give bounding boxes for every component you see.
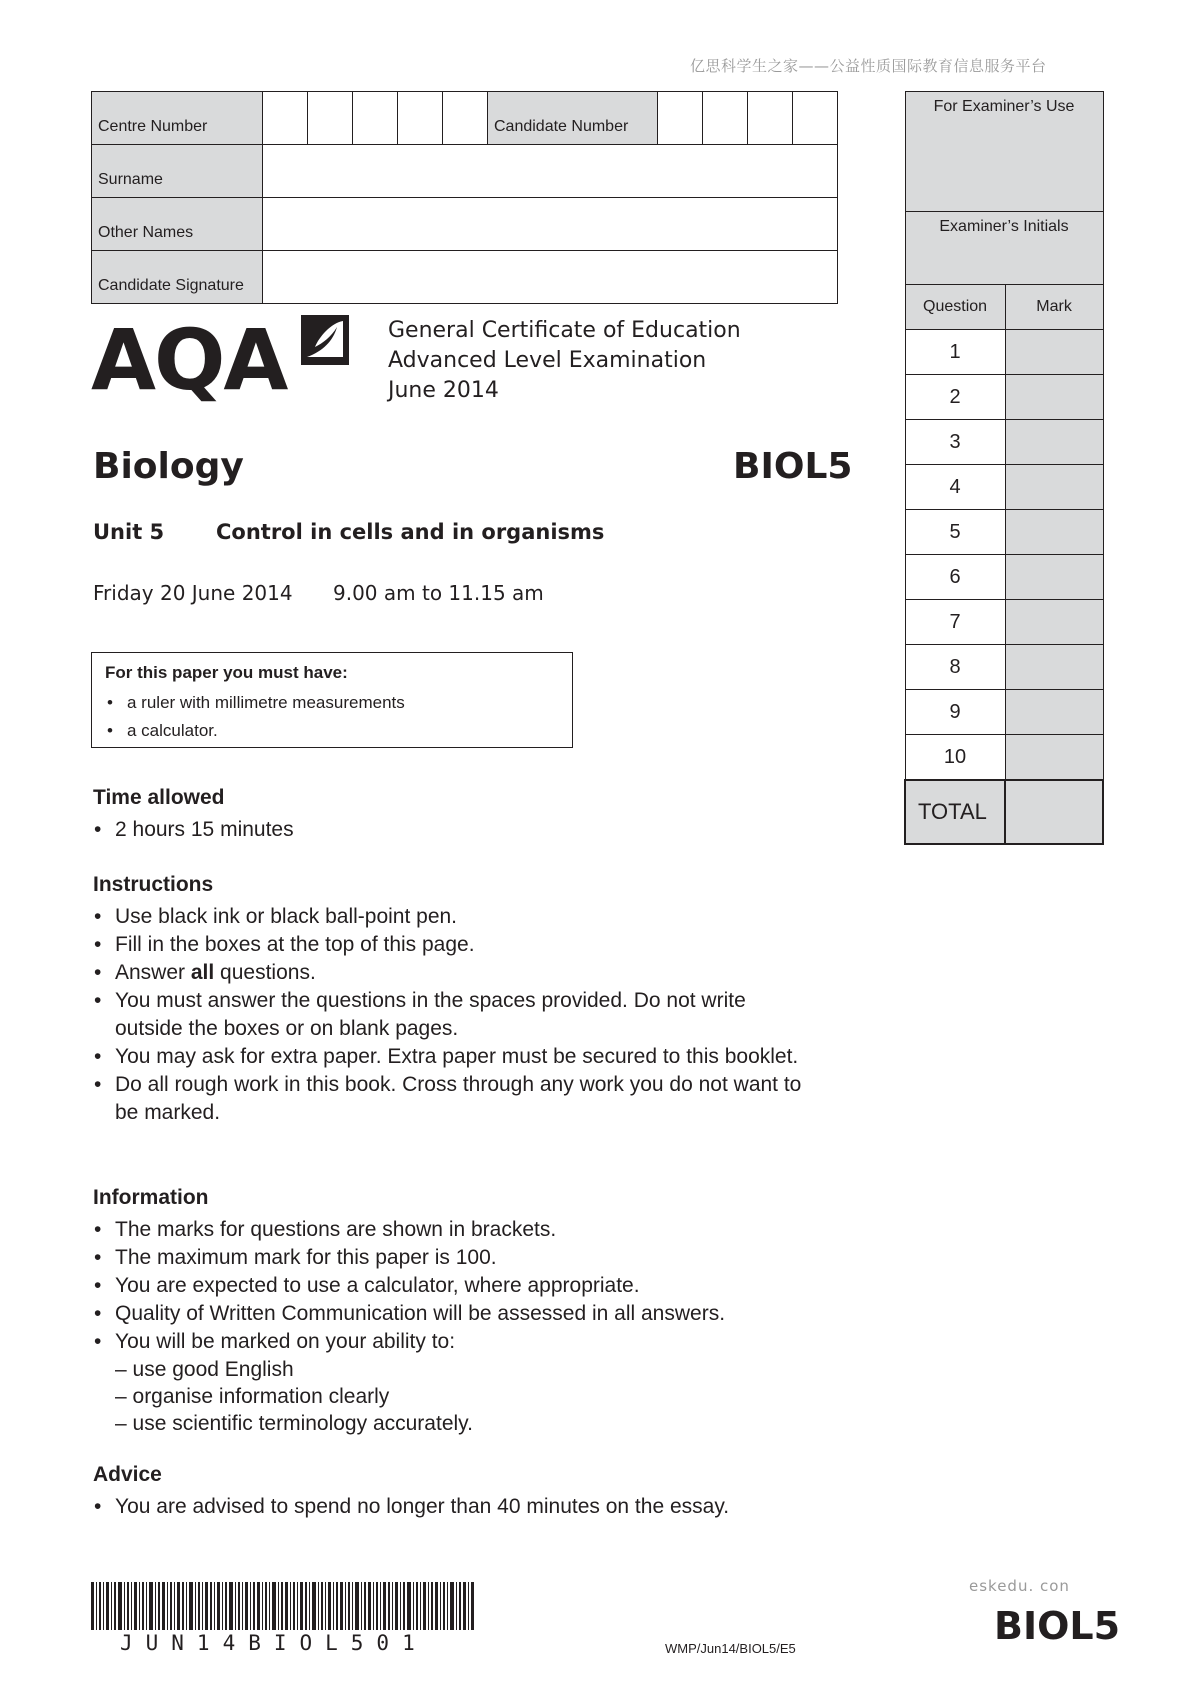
candidate-details-table <box>91 91 838 304</box>
list-item: • The maximum mark for this paper is 100. <box>93 1244 813 1272</box>
candidate-number-box[interactable] <box>793 92 838 145</box>
sub-list-item: – organise information clearly <box>115 1385 390 1408</box>
centre-number-box[interactable] <box>398 92 443 145</box>
total-mark-cell[interactable] <box>1005 780 1103 844</box>
question-number: 7 <box>905 600 1005 645</box>
section-heading: Advice <box>93 1463 162 1486</box>
centre-number-box[interactable] <box>353 92 398 145</box>
instructions-section <box>93 873 813 1127</box>
qualification-block <box>388 316 741 406</box>
list-item: • You must answer the questions in the spaces provided. Do not write outside the boxes or on blank pages. <box>93 987 813 1043</box>
section-heading: Instructions <box>93 873 214 896</box>
mark-cell[interactable] <box>1005 735 1103 781</box>
list-item: • The marks for questions are shown in brackets. <box>93 1216 813 1244</box>
mark-cell[interactable] <box>1005 465 1103 510</box>
paper-reference: WMP/Jun14/BIOL5/E5 <box>665 1641 796 1656</box>
examiner-use-title: For Examiner’s Use <box>905 92 1103 212</box>
signature-label: Candidate Signature <box>92 251 263 304</box>
sub-list-item: – use scientific terminology accurately. <box>115 1412 473 1435</box>
mark-cell[interactable] <box>1005 420 1103 465</box>
footer-paper-code: BIOL5 <box>994 1604 1121 1648</box>
exam-time: 9.00 am to 11.15 am <box>333 581 544 605</box>
list-item: • 2 hours 15 minutes <box>93 816 813 844</box>
mark-cell[interactable] <box>1005 645 1103 690</box>
exam-session: June 2014 <box>388 378 499 403</box>
mark-cell[interactable] <box>1005 510 1103 555</box>
list-item: • You are expected to use a calculator, where appropriate. <box>93 1272 813 1300</box>
centre-number-box[interactable] <box>263 92 308 145</box>
site-watermark: eskedu. con <box>969 1577 1070 1595</box>
candidate-number-box[interactable] <box>658 92 703 145</box>
unit-title: Control in cells and in organisms <box>216 520 605 544</box>
list-item: • a ruler with millimetre measurements <box>105 689 559 717</box>
aqa-logo-icon <box>297 313 351 369</box>
mark-cell[interactable] <box>1005 555 1103 600</box>
question-number: 10 <box>905 735 1005 781</box>
qualification-line: General Certificate of Education <box>388 318 741 343</box>
barcode-icon <box>91 1582 477 1630</box>
list-text: Answer <box>115 961 191 984</box>
unit-number: Unit 5 <box>93 520 165 544</box>
mark-cell[interactable] <box>1005 375 1103 420</box>
list-text: questions. <box>214 961 316 984</box>
list-item: • Quality of Written Communication will be assessed in all answers. <box>93 1300 813 1328</box>
mark-header: Mark <box>1005 285 1103 330</box>
list-item: • a calculator. <box>105 717 559 745</box>
question-number: 5 <box>905 510 1005 555</box>
question-number: 6 <box>905 555 1005 600</box>
question-number: 9 <box>905 690 1005 735</box>
list-item: • You may ask for extra paper. Extra paper must be secured to this booklet. <box>93 1043 813 1071</box>
must-have-box <box>91 652 573 748</box>
centre-number-label: Centre Number <box>92 92 263 145</box>
centre-number-box[interactable] <box>443 92 488 145</box>
candidate-number-box[interactable] <box>748 92 793 145</box>
barcode-text: JUN14BIOL501 <box>120 1631 428 1655</box>
section-heading: Information <box>93 1186 209 1209</box>
mark-cell[interactable] <box>1005 330 1103 375</box>
list-item <box>93 959 813 987</box>
examiner-use-table <box>904 91 1104 845</box>
section-heading: Time allowed <box>93 786 225 809</box>
examiner-initials-label: Examiner’s Initials <box>905 212 1103 285</box>
candidate-number-box[interactable] <box>703 92 748 145</box>
list-item: • You are advised to spend no longer than 40 minutes on the essay. <box>93 1493 813 1521</box>
question-header: Question <box>905 285 1005 330</box>
watermark-text: 亿思科学生之家——公益性质国际教育信息服务平台 <box>690 57 1047 75</box>
list-item: • Do all rough work in this book. Cross through any work you do not want to be marked. <box>93 1071 813 1127</box>
time-allowed-section <box>93 786 813 844</box>
question-number: 3 <box>905 420 1005 465</box>
emphasis-text: all <box>190 961 215 984</box>
candidate-number-label: Candidate Number <box>488 92 658 145</box>
advice-section <box>93 1463 813 1521</box>
must-have-heading: For this paper you must have: <box>105 663 348 682</box>
paper-code: BIOL5 <box>733 446 853 487</box>
surname-field[interactable] <box>263 145 838 198</box>
sub-list-item: – use good English <box>115 1358 294 1381</box>
list-item: • Use black ink or black ball-point pen. <box>93 903 813 931</box>
qualification-line: Advanced Level Examination <box>388 348 707 373</box>
subject-title: Biology <box>93 446 244 487</box>
other-names-field[interactable] <box>263 198 838 251</box>
total-label: TOTAL <box>905 780 1005 844</box>
signature-field[interactable] <box>263 251 838 304</box>
question-number: 8 <box>905 645 1005 690</box>
centre-number-box[interactable] <box>308 92 353 145</box>
surname-label: Surname <box>92 145 263 198</box>
information-section <box>93 1186 813 1437</box>
question-number: 2 <box>905 375 1005 420</box>
mark-cell[interactable] <box>1005 690 1103 735</box>
exam-date: Friday 20 June 2014 <box>93 581 293 605</box>
list-item: • You will be marked on your ability to: <box>93 1328 813 1356</box>
question-number: 4 <box>905 465 1005 510</box>
list-item: • Fill in the boxes at the top of this page. <box>93 931 813 959</box>
other-names-label: Other Names <box>92 198 263 251</box>
aqa-logo-text: AQA <box>91 311 287 409</box>
mark-cell[interactable] <box>1005 600 1103 645</box>
question-number: 1 <box>905 330 1005 375</box>
